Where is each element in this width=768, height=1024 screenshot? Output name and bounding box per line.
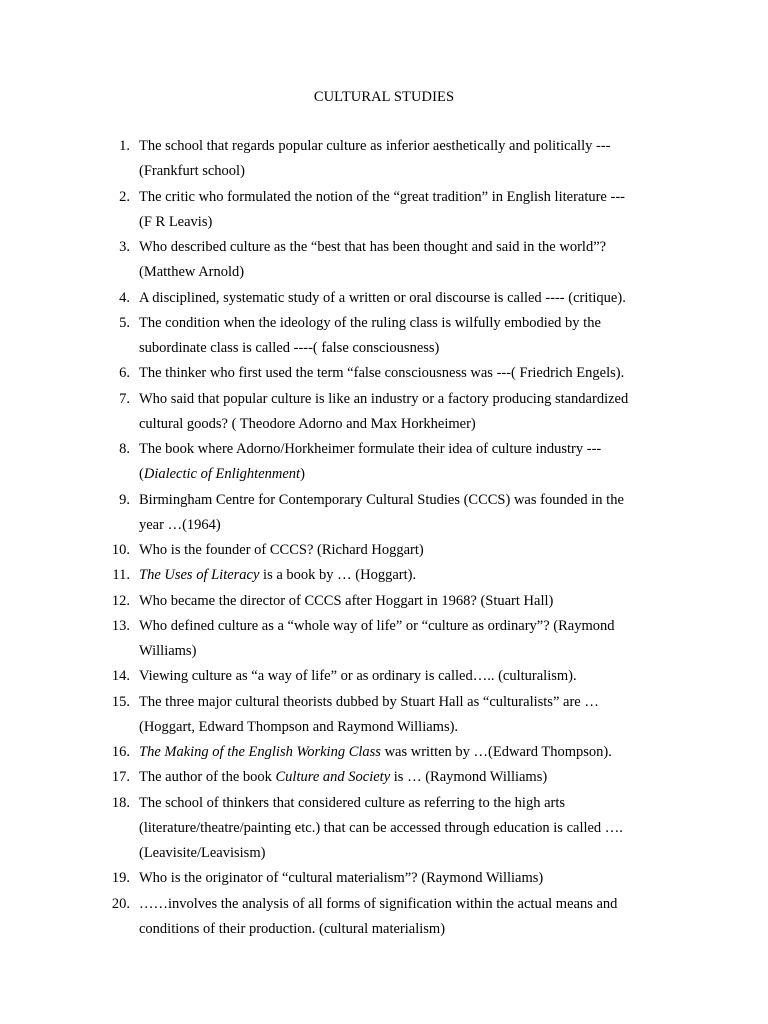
text-segment: Who defined culture as a “whole way of life” or “culture as ordinary”? (Raymond bbox=[139, 617, 615, 634]
list-item-line bbox=[0, 490, 768, 515]
text-segment: Who described culture as the “best that has been thought and said in the world”? bbox=[139, 239, 607, 255]
text-segment: The critic who formulated the notion of the “great tradition” in English literature --- bbox=[139, 188, 625, 205]
list-item bbox=[0, 490, 768, 541]
list-item-number: 12. bbox=[111, 592, 130, 609]
text-segment: year …(1964) bbox=[139, 516, 221, 533]
list-item bbox=[0, 616, 768, 667]
list-item-line bbox=[0, 717, 768, 742]
list-item-number: 9. bbox=[119, 491, 130, 508]
list-item-text bbox=[139, 616, 614, 636]
list-item-number: 8. bbox=[119, 441, 130, 457]
list-item-text bbox=[139, 767, 547, 787]
list-item-text bbox=[139, 187, 625, 207]
list-item-number: 14. bbox=[111, 668, 130, 685]
list-item-number: 5. bbox=[119, 314, 130, 331]
list-item-number: 16. bbox=[111, 744, 130, 760]
italic-title: The Making of the English Working Class bbox=[139, 744, 381, 760]
list-item-text bbox=[139, 868, 543, 888]
list-item-text bbox=[139, 843, 265, 863]
text-segment: is a book by … (Hoggart). bbox=[259, 567, 417, 584]
list-item bbox=[0, 187, 768, 238]
list-item-line bbox=[0, 843, 768, 868]
text-segment: ……involves the analysis of all forms of signification within the actual means and bbox=[139, 895, 618, 912]
list-item-text bbox=[139, 515, 221, 535]
list-item-line bbox=[0, 363, 768, 388]
list-item-text bbox=[139, 136, 610, 156]
list-item-text bbox=[139, 414, 476, 434]
text-segment: Viewing culture as “a way of life” or as ordinary is called….. (culturalism). bbox=[139, 668, 577, 685]
list-item-text bbox=[139, 212, 212, 232]
text-segment: (literature/theatre/painting etc.) that can be accessed through education is called …. bbox=[139, 819, 623, 836]
list-item-line bbox=[0, 894, 768, 919]
list-item-number: 18. bbox=[111, 794, 130, 811]
list-item-line bbox=[0, 616, 768, 641]
list-item-text bbox=[139, 161, 245, 181]
list-item-text bbox=[139, 389, 628, 409]
document-title: CULTURAL STUDIES bbox=[313, 89, 455, 105]
list-item-number: 3. bbox=[119, 239, 130, 255]
list-item-text bbox=[139, 793, 565, 813]
list-item-line bbox=[0, 389, 768, 414]
list-item-number: 15. bbox=[111, 693, 130, 710]
question-list bbox=[0, 136, 768, 944]
list-item-line bbox=[0, 212, 768, 237]
list-item-line bbox=[0, 161, 768, 186]
list-item-number: 7. bbox=[119, 390, 130, 407]
text-segment: Birmingham Centre for Contemporary Cultural Studies (CCCS) was founded in the bbox=[139, 491, 624, 508]
list-item-number: 13. bbox=[111, 617, 130, 634]
list-item-text bbox=[139, 591, 553, 611]
list-item-line bbox=[0, 439, 768, 464]
list-item bbox=[0, 363, 768, 388]
italic-title: The Uses of Literacy bbox=[139, 567, 260, 584]
text-segment: The book where Adorno/Horkheimer formulate their idea of culture industry --- bbox=[139, 441, 602, 457]
text-segment: ( bbox=[139, 466, 144, 483]
list-item-text bbox=[139, 641, 196, 661]
list-item-line bbox=[0, 540, 768, 565]
list-item-line bbox=[0, 692, 768, 717]
text-segment: conditions of their production. (cultural materialism) bbox=[139, 920, 446, 937]
list-item-line bbox=[0, 767, 768, 792]
list-item bbox=[0, 767, 768, 792]
text-segment: Who is the originator of “cultural materialism”? (Raymond Williams) bbox=[139, 870, 544, 887]
list-item-text bbox=[139, 540, 424, 560]
list-item-number: 19. bbox=[111, 870, 130, 887]
list-item-line bbox=[0, 565, 768, 590]
list-item-line bbox=[0, 414, 768, 439]
list-item-line bbox=[0, 641, 768, 666]
list-item-number: 1. bbox=[119, 138, 130, 154]
list-item bbox=[0, 540, 768, 565]
list-item-line bbox=[0, 666, 768, 691]
text-segment: ) bbox=[300, 466, 305, 483]
list-item-number: 2. bbox=[119, 188, 130, 205]
text-segment: (Hoggart, Edward Thompson and Raymond Williams). bbox=[139, 718, 459, 735]
text-segment: subordinate class is called ----( false consciousness) bbox=[139, 340, 440, 356]
text-segment: cultural goods? ( Theodore Adorno and Max Horkheimer) bbox=[139, 415, 476, 432]
text-segment: Who is the founder of CCCS? (Richard Hoggart) bbox=[139, 542, 424, 558]
list-item-number: 20. bbox=[111, 895, 130, 912]
list-item-text bbox=[139, 565, 416, 585]
list-item-text bbox=[139, 490, 624, 510]
list-item bbox=[0, 313, 768, 364]
list-item bbox=[0, 439, 768, 490]
text-segment: The thinker who first used the term “false consciousness was ---( Friedrich Engels). bbox=[139, 365, 625, 382]
list-item-text bbox=[139, 818, 623, 838]
list-item bbox=[0, 742, 768, 767]
text-segment: (Leavisite/Leavisism) bbox=[139, 845, 266, 861]
text-segment: The school that regards popular culture as inferior aesthetically and politically --- bbox=[139, 138, 611, 154]
text-segment: Who became the director of CCCS after Hoggart in 1968? (Stuart Hall) bbox=[139, 592, 554, 609]
list-item-line bbox=[0, 818, 768, 843]
list-item bbox=[0, 288, 768, 313]
text-segment: (F R Leavis) bbox=[139, 213, 213, 230]
text-segment: The school of thinkers that considered culture as referring to the high arts bbox=[139, 794, 566, 811]
text-segment: Williams) bbox=[139, 643, 197, 659]
text-segment: (Matthew Arnold) bbox=[139, 264, 245, 281]
list-item-line bbox=[0, 313, 768, 338]
list-item-line bbox=[0, 742, 768, 767]
list-item-line bbox=[0, 868, 768, 893]
list-item bbox=[0, 565, 768, 590]
text-segment: (Frankfurt school) bbox=[139, 163, 245, 180]
list-item bbox=[0, 591, 768, 616]
list-item-number: 6. bbox=[119, 365, 130, 382]
list-item-text bbox=[139, 464, 305, 484]
text-segment: The author of the book bbox=[139, 769, 276, 786]
list-item-line bbox=[0, 237, 768, 262]
list-item-line bbox=[0, 338, 768, 363]
list-item bbox=[0, 868, 768, 893]
list-item-text bbox=[139, 262, 244, 282]
list-item-text bbox=[139, 439, 601, 459]
list-item-text bbox=[139, 313, 601, 333]
list-item-line bbox=[0, 591, 768, 616]
list-item bbox=[0, 389, 768, 440]
text-segment: A disciplined, systematic study of a written or oral discourse is called ---- (critique). bbox=[139, 289, 626, 306]
list-item bbox=[0, 894, 768, 945]
list-item-text bbox=[139, 692, 599, 712]
list-item-line bbox=[0, 262, 768, 287]
list-item bbox=[0, 692, 768, 743]
list-item-number: 11. bbox=[112, 567, 130, 584]
list-item bbox=[0, 666, 768, 691]
list-item-number: 17. bbox=[111, 769, 130, 786]
list-item-line bbox=[0, 187, 768, 212]
list-item-text bbox=[139, 717, 458, 737]
list-item bbox=[0, 237, 768, 288]
list-item-number: 4. bbox=[119, 289, 130, 306]
list-item-line bbox=[0, 919, 768, 944]
italic-title: Culture and Society bbox=[275, 769, 391, 786]
list-item-text bbox=[139, 919, 445, 939]
list-item-line bbox=[0, 464, 768, 489]
list-item bbox=[0, 136, 768, 187]
list-item-text bbox=[139, 288, 626, 308]
text-segment: The three major cultural theorists dubbed by Stuart Hall as “culturalists” are … bbox=[139, 693, 599, 710]
text-segment: Who said that popular culture is like an industry or a factory producing standardized bbox=[139, 390, 629, 407]
list-item bbox=[0, 793, 768, 869]
italic-title: Dialectic of Enlightenment bbox=[143, 466, 301, 483]
list-item-text bbox=[139, 666, 577, 686]
text-segment: is … (Raymond Williams) bbox=[390, 769, 548, 786]
list-item-line bbox=[0, 136, 768, 161]
text-segment: The condition when the ideology of the ruling class is wilfully embodied by the bbox=[139, 314, 601, 331]
list-item-line bbox=[0, 793, 768, 818]
text-segment: was written by …(Edward Thompson). bbox=[380, 744, 612, 760]
list-item-text bbox=[139, 237, 606, 257]
list-item-line bbox=[0, 515, 768, 540]
list-item-text bbox=[139, 894, 617, 914]
list-item-text bbox=[139, 338, 439, 358]
list-item-line bbox=[0, 288, 768, 313]
list-item-text bbox=[139, 742, 612, 762]
list-item-text bbox=[139, 363, 624, 383]
list-item-number: 10. bbox=[111, 542, 130, 558]
